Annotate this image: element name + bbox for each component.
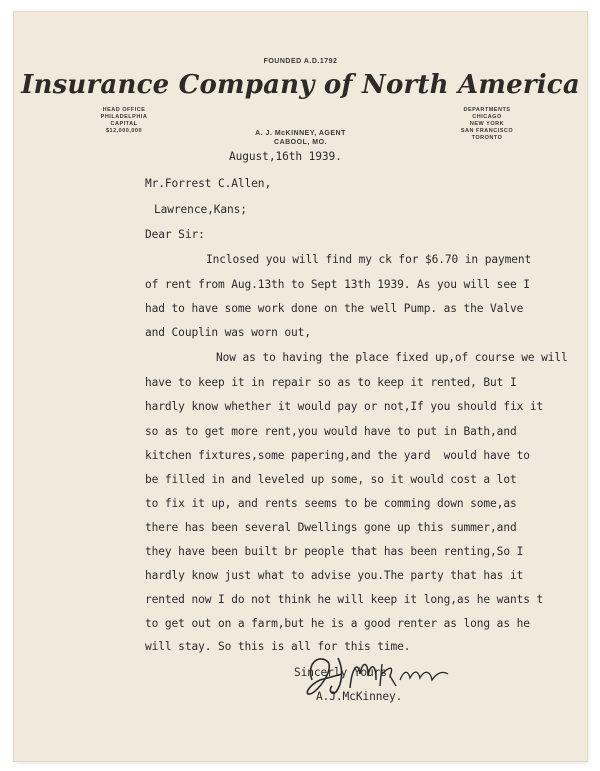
body-line: of rent from Aug.13th to Sept 13th 1939. As you will see I — [145, 278, 530, 291]
body-line: and Couplin was worn out, — [145, 326, 311, 339]
head-office-city: PHILADELPHIA — [100, 114, 148, 120]
head-office-label: HEAD OFFICE — [102, 107, 146, 113]
capital-label: CAPITAL — [110, 121, 138, 127]
salutation: Dear Sir: — [145, 228, 205, 241]
letter-date: August,16th 1939. — [229, 150, 342, 163]
body-line: to get out on a farm,but he is a good renter as long as he — [145, 617, 530, 630]
founded-line: FOUNDED A.D.1792 — [263, 58, 338, 65]
closing: Sincerly Yours, — [294, 666, 394, 679]
body-line: they have been built br people that has been renting,So I — [145, 545, 524, 558]
department-new-york: NEW YORK — [469, 121, 505, 127]
body-line: Now as to having the place fixed up,of course we will — [216, 351, 568, 364]
body-line: Inclosed you will find my ck for $6.70 in payment — [206, 253, 532, 266]
body-line: there has been several Dwellings gone up this summer,and — [145, 521, 517, 534]
body-line: kitchen fixtures,some papering,and the yard would have to — [145, 449, 530, 462]
letter-paper — [14, 12, 587, 761]
body-line: hardly know whether it would pay or not,If you should fix it — [145, 400, 544, 413]
body-line: have to keep it in repair so as to keep it rented, But I — [145, 376, 517, 389]
recipient-name: Mr.Forrest C.Allen, — [145, 177, 272, 190]
body-line: to fix it up, and rents seems to be comming down some,as — [145, 497, 517, 510]
agent-city: CABOOL, MO. — [274, 139, 327, 146]
capital-amount: $12,000,000 — [105, 128, 143, 134]
body-line: rented now I do not think he will keep it long,as he wants t — [145, 593, 544, 606]
body-line: so as to get more rent,you would have to put in Bath,and — [145, 425, 517, 438]
body-line: had to have some work done on the well Pump. as the Valve — [145, 302, 524, 315]
body-line: be filled in and leveled up some, so it would cost a lot — [145, 473, 517, 486]
department-san-francisco: SAN FRANCISCO — [460, 128, 514, 134]
department-chicago: CHICAGO — [472, 114, 502, 120]
recipient-address: Lawrence,Kans; — [154, 203, 247, 216]
body-line: will stay. So this is all for this time. — [145, 640, 411, 653]
departments-label: DEPARTMENTS — [463, 107, 511, 113]
agent-name: A. J. McKINNEY, AGENT — [255, 130, 346, 137]
agent-block — [14, 129, 587, 147]
signer-name: A.J.McKinney. — [316, 690, 403, 703]
company-name: Insurance Company of North America — [21, 70, 580, 100]
body-line: hardly know just what to advise you.The party that has it — [145, 569, 524, 582]
department-toronto: TORONTO — [471, 135, 503, 141]
